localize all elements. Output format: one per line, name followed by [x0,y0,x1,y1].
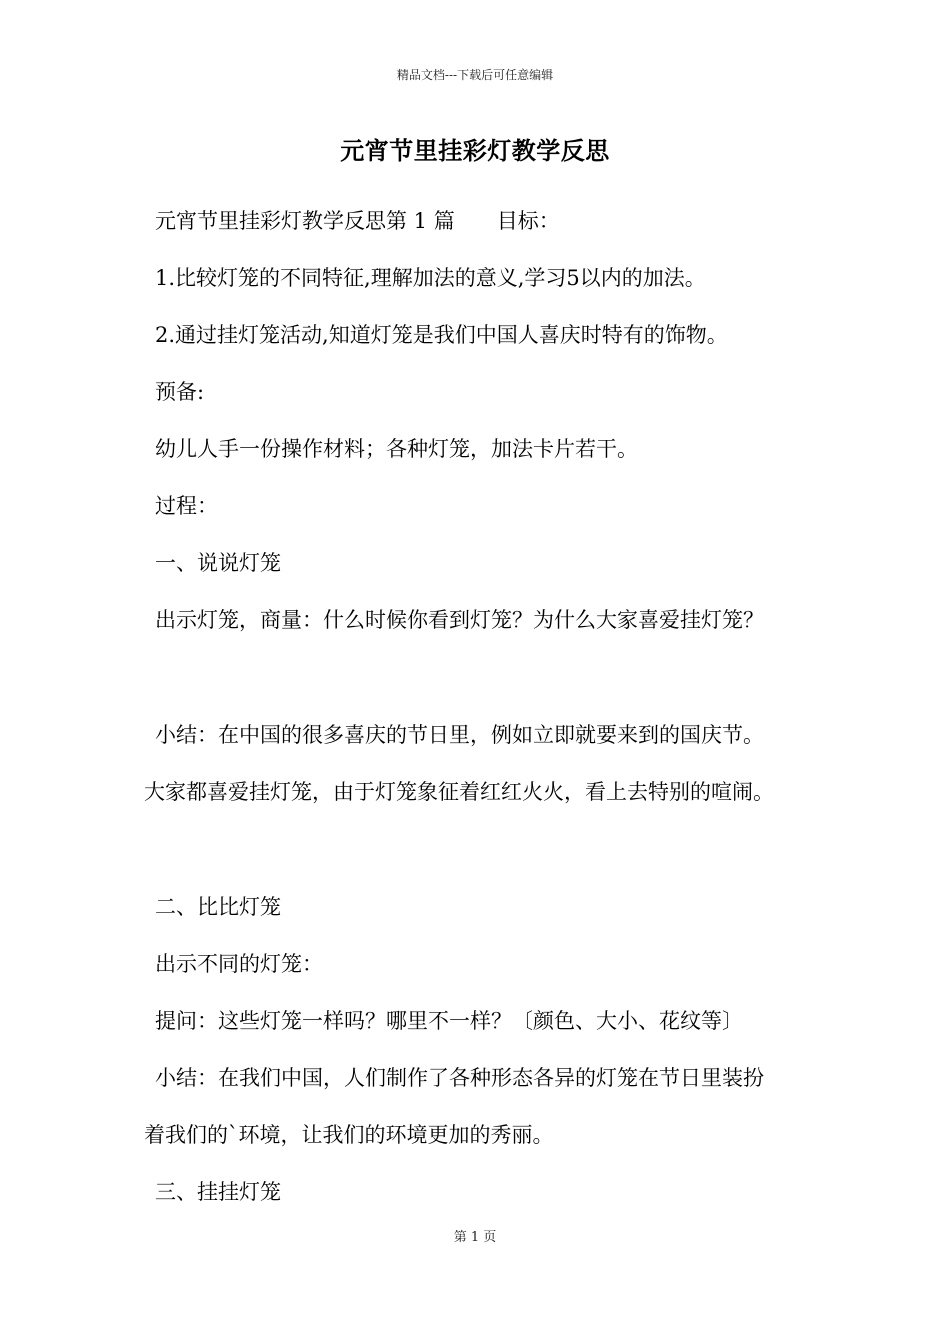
paragraph-goal-1: 1.比较灯笼的不同特征,理解加法的意义,学习5以内的加法。 [155,266,706,290]
section-label-process: 过程： [155,494,218,518]
section-label-preparation: 预备: [155,380,205,404]
section-heading-1: 一、说说灯笼 [155,551,281,575]
document-title: 元宵节里挂彩灯教学反思 [340,136,610,165]
paragraph-summary-1-cont: 大家都喜爱挂灯笼，由于灯笼象征着红红火火，看上去特别的喧闹。 [144,780,774,804]
section-heading-2: 二、比比灯笼 [155,895,281,919]
paragraph-summary-2: 小结：在我们中国，人们制作了各种形态各异的灯笼在节日里装扮 [155,1066,764,1090]
paragraph-discussion: 出示灯笼，商量：什么时候你看到灯笼？为什么大家喜爱挂灯笼？ [155,608,764,632]
paragraph-show-lanterns: 出示不同的灯笼： [155,952,323,976]
paragraph-materials: 幼儿人手一份操作材料；各种灯笼，加法卡片若干。 [155,437,638,461]
page-header: 精品文档---下载后可任意编辑 [396,68,554,82]
paragraph-summary-1: 小结：在中国的很多喜庆的节日里，例如立即就要来到的国庆节。 [155,723,764,747]
paragraph-question: 提问：这些灯笼一样吗？哪里不一样？〔颜色、大小、花纹等〕 [155,1009,743,1033]
paragraph-intro: 元宵节里挂彩灯教学反思第 1 篇 目标： [155,209,560,233]
paragraph-goal-2: 2.通过挂灯笼活动,知道灯笼是我们中国人喜庆时特有的饰物。 [155,323,728,347]
page-number: 第 1 页 [453,1230,497,1245]
section-heading-3: 三、挂挂灯笼 [155,1180,281,1204]
paragraph-summary-2-cont: 着我们的`环境，让我们的环境更加的秀丽。 [144,1123,554,1147]
